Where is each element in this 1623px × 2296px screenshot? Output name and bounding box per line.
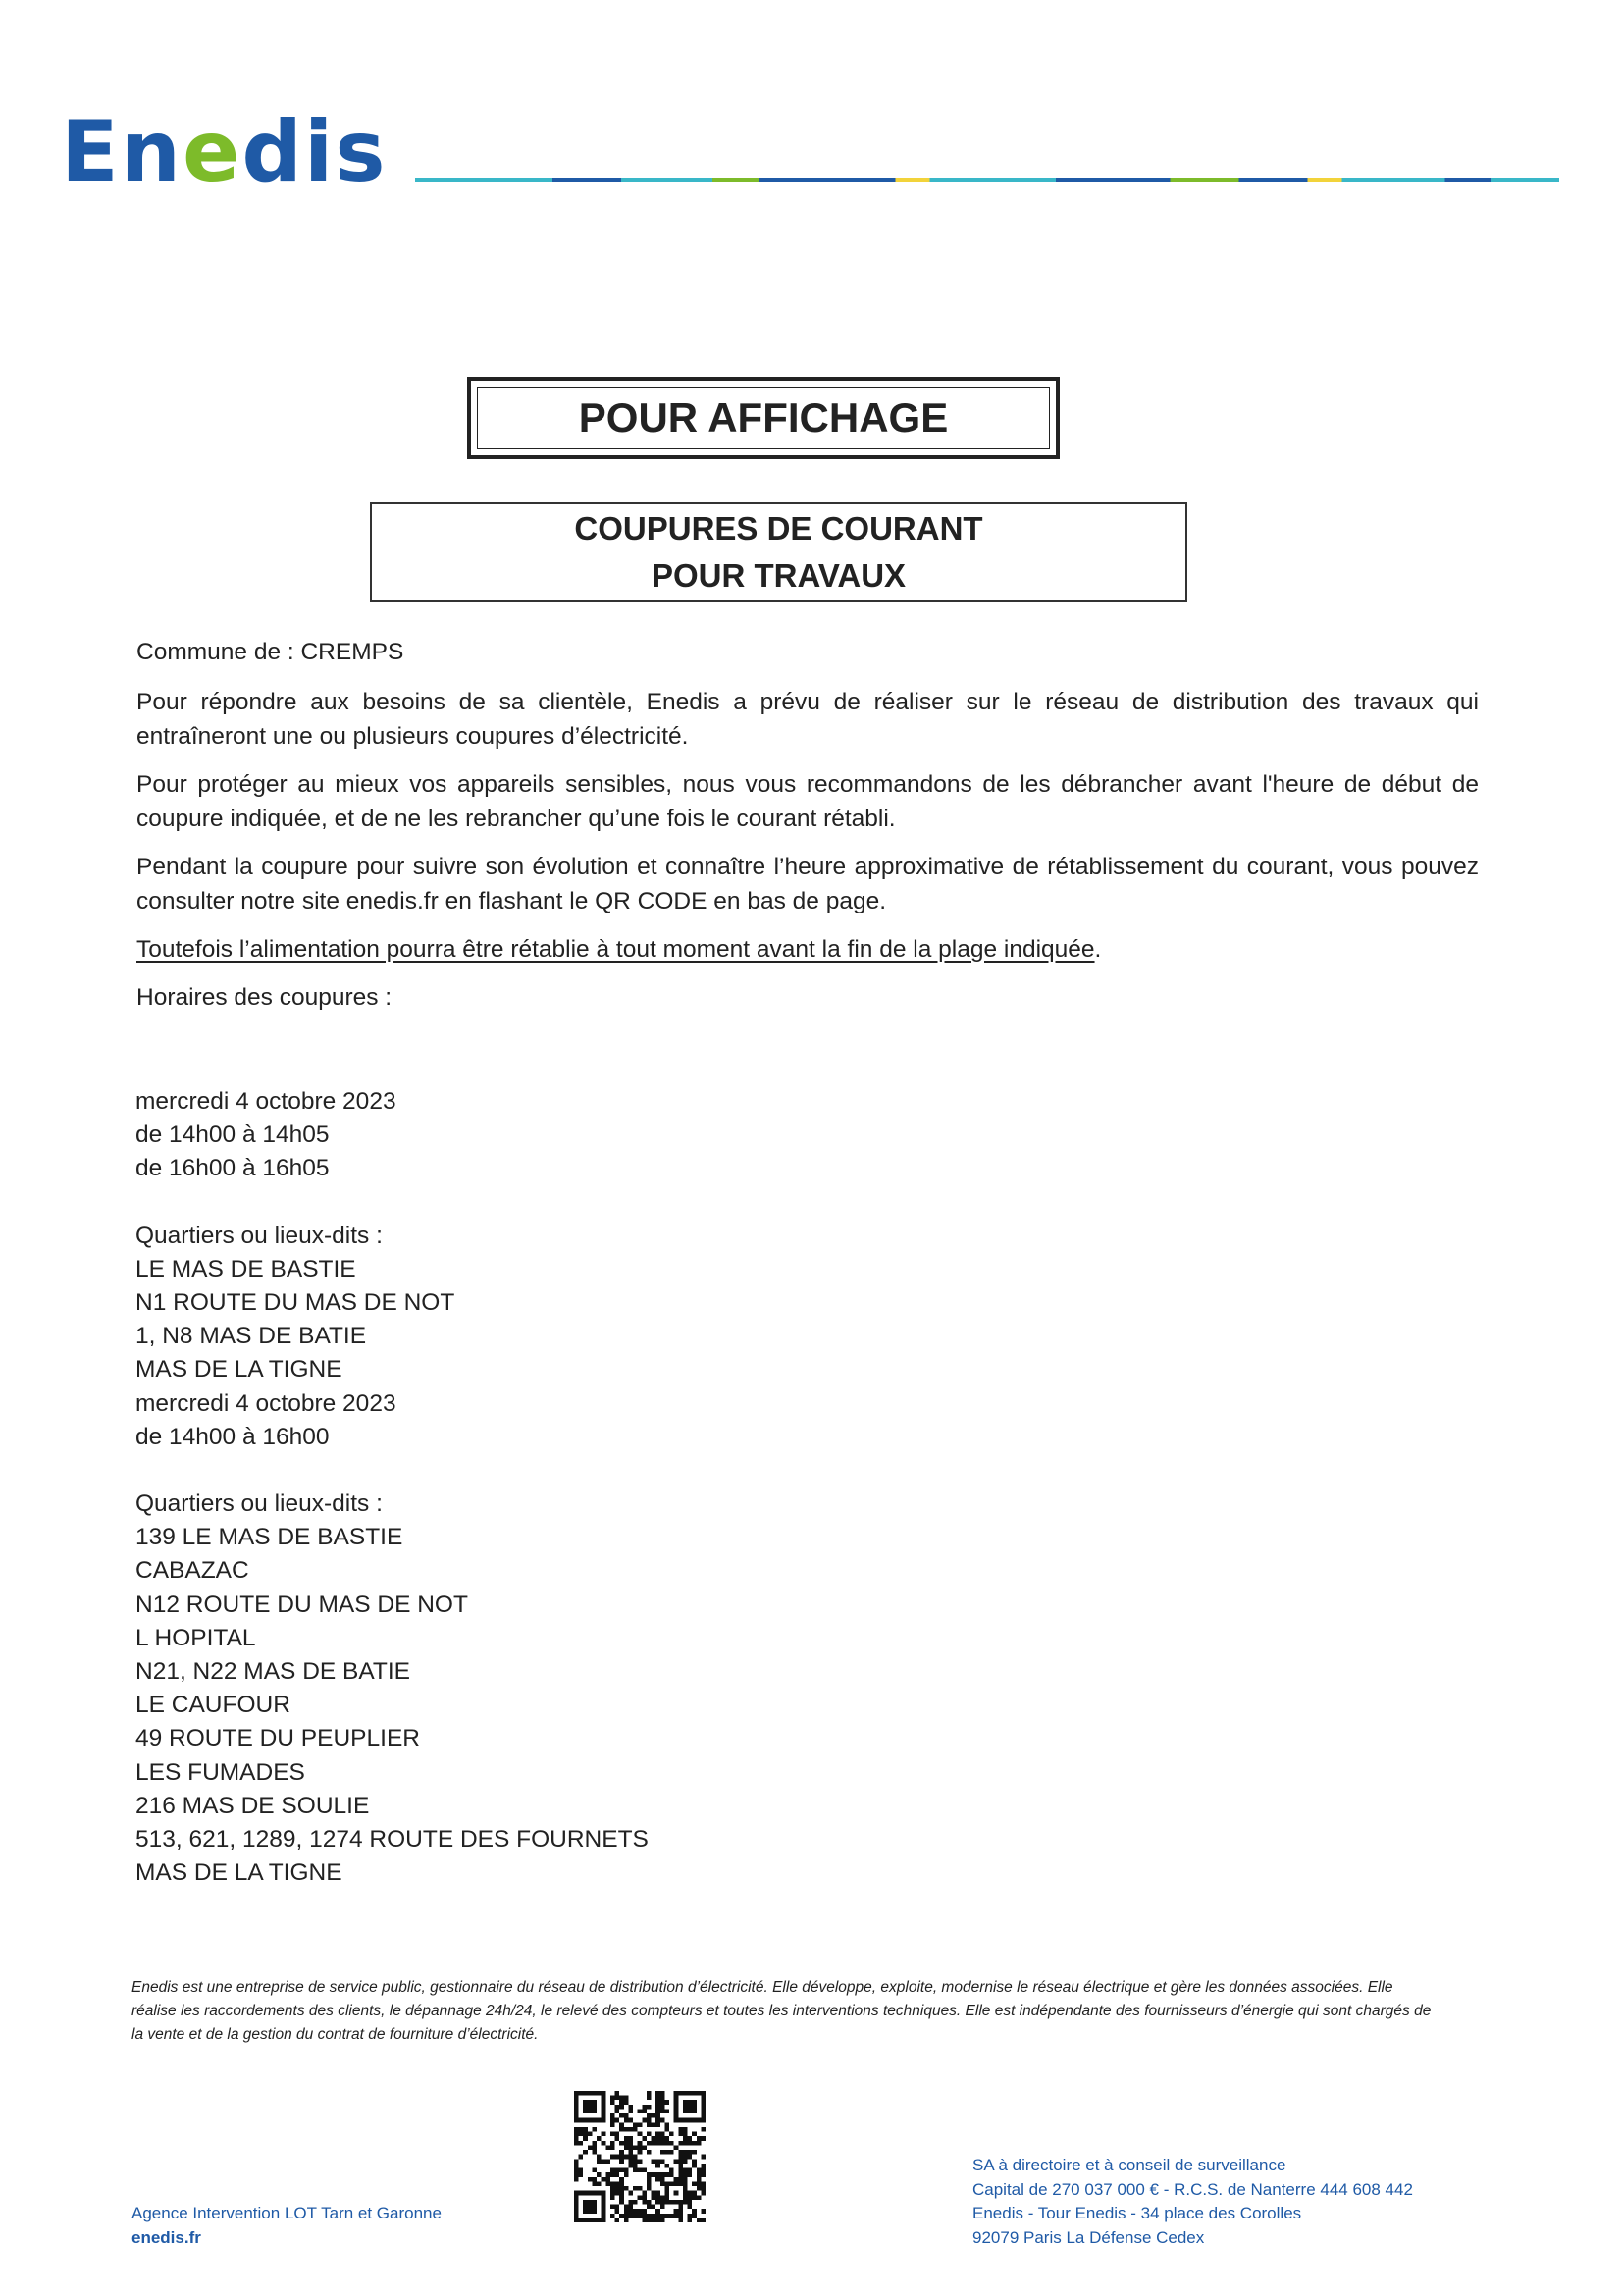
footer-agency-block — [131, 2201, 442, 2250]
paragraph-3: Pendant la coupure pour suivre son évolution et connaître l’heure approximative de rétablissement du courant, vous pouvez consulter notre site enedis.fr en flashant le QR CODE en bas de page. — [136, 854, 1479, 914]
logo-part-dis: dis — [241, 103, 388, 201]
enedis-logo — [61, 103, 388, 201]
area-item: 216 MAS DE SOULIE — [135, 1792, 370, 1819]
warning-line — [136, 932, 1479, 966]
agency-name: Agence Intervention LOT Tarn et Garonne — [131, 2204, 442, 2222]
subtitle-line-2: POUR TRAVAUX — [651, 557, 907, 594]
website-link[interactable]: enedis.fr — [131, 2228, 201, 2247]
paragraph-2: Pour protéger au mieux vos appareils sensibles, nous vous recommandons de les débrancher avant l'heure de début de coupure indiquée, et de ne les rebrancher qu’une fois le courant rétabli. — [136, 771, 1479, 832]
company-line: 92079 Paris La Défense Cedex — [972, 2227, 1205, 2247]
area-item: 49 ROUTE DU PEUPLIER — [135, 1725, 420, 1752]
areas-heading: Quartiers ou lieux-dits : — [135, 1490, 383, 1518]
footer-company-info — [972, 2154, 1413, 2250]
header-color-rule — [415, 178, 1559, 182]
area-item: N21, N22 MAS DE BATIE — [135, 1658, 411, 1686]
body-text — [136, 635, 1479, 1028]
areas-heading: Quartiers ou lieux-dits : — [135, 1222, 383, 1249]
schedule-block-1 — [135, 1085, 649, 1890]
area-item: N12 ROUTE DU MAS DE NOT — [135, 1591, 468, 1618]
company-line: Enedis - Tour Enedis - 34 place des Corolles — [972, 2204, 1302, 2222]
schedule-date: mercredi 4 octobre 2023 — [135, 1088, 396, 1115]
area-item: MAS DE LA TIGNE — [135, 1356, 342, 1383]
logo-part-en: En — [61, 103, 183, 201]
subtitle-line-1: COUPURES DE COURANT — [574, 510, 983, 547]
company-line: SA à directoire et à conseil de surveillance — [972, 2156, 1286, 2174]
logo-part-e: e — [182, 103, 242, 201]
spacer — [135, 1454, 649, 1487]
schedule-time: de 14h00 à 16h00 — [135, 1423, 330, 1450]
area-item: LES FUMADES — [135, 1758, 305, 1786]
area-item: N1 ROUTE DU MAS DE NOT — [135, 1289, 455, 1317]
warning-text: Toutefois l’alimentation pourra être rétablie à tout moment avant la fin de la plage indiquée — [136, 936, 1095, 963]
subtitle-box — [370, 502, 1187, 602]
warning-period: . — [1094, 936, 1102, 963]
company-line: Capital de 270 037 000 € - R.C.S. de Nanterre 444 608 442 — [972, 2179, 1413, 2199]
display-title-box — [467, 377, 1060, 459]
spacer — [135, 1186, 649, 1220]
area-item: LE MAS DE BASTIE — [135, 1255, 356, 1282]
paragraph-1: Pour répondre aux besoins de sa clientèle, Enedis a prévu de réaliser sur le réseau de distribution des travaux qui entraîneront une ou plusieurs coupures d’électricité. — [136, 689, 1479, 750]
schedule-heading: Horaires des coupures : — [136, 984, 393, 1011]
footer-disclaimer: Enedis est une entreprise de service public, gestionnaire du réseau de distribution d’électricité. Elle développe, exploite, modernise le réseau électrique et gère les données associées. Elle réalise les raccordements des clients, le dépannage 24h/24, le relevé des compteurs et toutes les interventions techniques. Elle est indépendante des fournisseurs d’énergie qui sont chargés de la vente et de la gestion du contrat de fourniture d’électricité. — [131, 1979, 1432, 2043]
commune-line: Commune de : CREMPS — [136, 639, 404, 665]
area-item: 1, N8 MAS DE BATIE — [135, 1323, 367, 1350]
schedule-time: de 14h00 à 14h05 — [135, 1122, 330, 1149]
area-item: MAS DE LA TIGNE — [135, 1859, 342, 1887]
area-item: L HOPITAL — [135, 1624, 256, 1651]
area-item: 139 LE MAS DE BASTIE — [135, 1524, 403, 1551]
qr-code-icon[interactable] — [574, 2091, 706, 2222]
area-item: LE CAUFOUR — [135, 1692, 290, 1719]
area-item: CABAZAC — [135, 1557, 249, 1585]
area-item: 513, 621, 1289, 1274 ROUTE DES FOURNETS — [135, 1826, 649, 1853]
display-title: POUR AFFICHAGE — [477, 387, 1050, 449]
schedule-date: mercredi 4 octobre 2023 — [135, 1389, 396, 1417]
schedule-time: de 16h00 à 16h05 — [135, 1155, 330, 1182]
